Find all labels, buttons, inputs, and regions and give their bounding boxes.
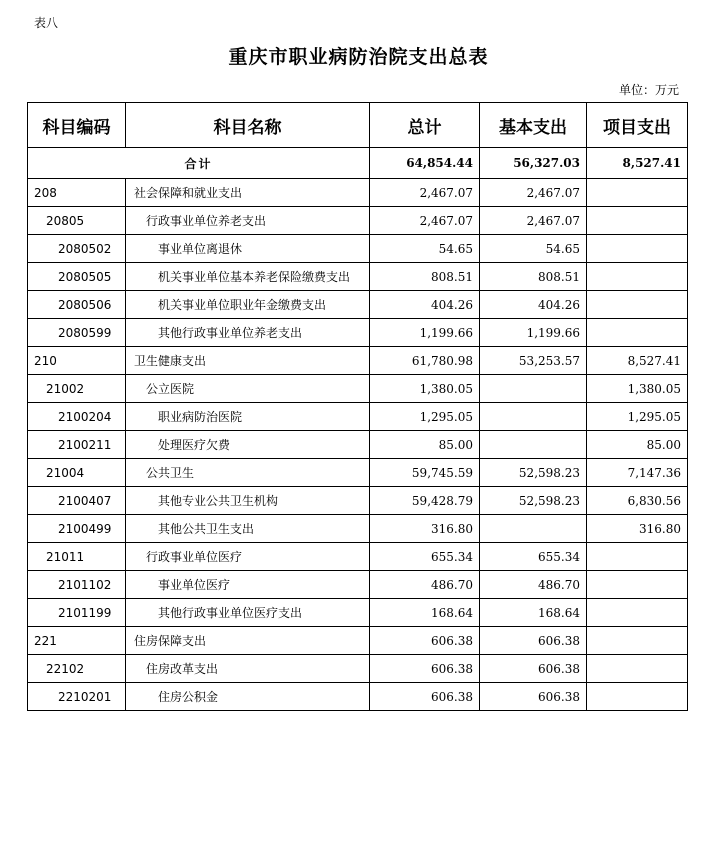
row-total: 2,467.07	[370, 207, 480, 235]
row-code: 210	[28, 347, 126, 375]
row-basic: 52,598.23	[480, 487, 587, 515]
row-name: 住房公积金	[126, 683, 370, 711]
row-name: 事业单位医疗	[126, 571, 370, 599]
table-row	[28, 627, 688, 655]
header-total: 总计	[370, 103, 480, 148]
row-basic: 2,467.07	[480, 207, 587, 235]
table-row	[28, 403, 688, 431]
row-basic	[480, 515, 587, 543]
row-project: 316.80	[587, 515, 688, 543]
row-project	[587, 683, 688, 711]
row-basic: 54.65	[480, 235, 587, 263]
row-code: 2100407	[28, 487, 126, 515]
row-project	[587, 179, 688, 207]
table-row	[28, 599, 688, 627]
row-project	[587, 543, 688, 571]
table-row	[28, 235, 688, 263]
total-label: 合计	[28, 148, 370, 179]
row-name: 机关事业单位基本养老保险缴费支出	[126, 263, 370, 291]
total-basic: 56,327.03	[480, 148, 587, 179]
row-code: 22102	[28, 655, 126, 683]
row-code: 20805	[28, 207, 126, 235]
table-row	[28, 683, 688, 711]
row-code: 2101102	[28, 571, 126, 599]
row-project: 8,527.41	[587, 347, 688, 375]
total-sum: 64,854.44	[370, 148, 480, 179]
table-row	[28, 291, 688, 319]
row-name: 行政事业单位医疗	[126, 543, 370, 571]
row-project	[587, 571, 688, 599]
total-project: 8,527.41	[587, 148, 688, 179]
table-row	[28, 655, 688, 683]
row-basic: 168.64	[480, 599, 587, 627]
header-code: 科目编码	[28, 103, 126, 148]
row-basic: 53,253.57	[480, 347, 587, 375]
row-total: 59,428.79	[370, 487, 480, 515]
row-project: 1,295.05	[587, 403, 688, 431]
row-basic: 606.38	[480, 655, 587, 683]
row-total: 1,199.66	[370, 319, 480, 347]
row-name: 机关事业单位职业年金缴费支出	[126, 291, 370, 319]
row-basic: 606.38	[480, 627, 587, 655]
row-code: 2080599	[28, 319, 126, 347]
row-total: 1,295.05	[370, 403, 480, 431]
row-name: 行政事业单位养老支出	[126, 207, 370, 235]
row-total: 606.38	[370, 683, 480, 711]
row-name: 公共卫生	[126, 459, 370, 487]
row-code: 2100499	[28, 515, 126, 543]
row-total: 404.26	[370, 291, 480, 319]
row-basic	[480, 403, 587, 431]
row-project	[587, 655, 688, 683]
row-basic: 2,467.07	[480, 179, 587, 207]
row-code: 2080505	[28, 263, 126, 291]
row-project	[587, 263, 688, 291]
table-row	[28, 375, 688, 403]
table-row	[28, 207, 688, 235]
row-name: 其他行政事业单位养老支出	[126, 319, 370, 347]
row-project	[587, 599, 688, 627]
row-total: 808.51	[370, 263, 480, 291]
row-project: 7,147.36	[587, 459, 688, 487]
row-total: 85.00	[370, 431, 480, 459]
row-code: 21002	[28, 375, 126, 403]
row-project: 6,830.56	[587, 487, 688, 515]
row-project	[587, 291, 688, 319]
row-code: 2100204	[28, 403, 126, 431]
table-row	[28, 431, 688, 459]
header-name: 科目名称	[126, 103, 370, 148]
table-row	[28, 459, 688, 487]
row-total: 655.34	[370, 543, 480, 571]
row-name: 卫生健康支出	[126, 347, 370, 375]
row-basic: 606.38	[480, 683, 587, 711]
table-header-row	[28, 103, 688, 148]
row-name: 处理医疗欠费	[126, 431, 370, 459]
row-total: 1,380.05	[370, 375, 480, 403]
row-name: 其他专业公共卫生机构	[126, 487, 370, 515]
row-total: 168.64	[370, 599, 480, 627]
row-project: 1,380.05	[587, 375, 688, 403]
row-total: 61,780.98	[370, 347, 480, 375]
row-basic: 52,598.23	[480, 459, 587, 487]
row-total: 486.70	[370, 571, 480, 599]
row-name: 事业单位离退休	[126, 235, 370, 263]
row-project	[587, 235, 688, 263]
row-project: 85.00	[587, 431, 688, 459]
table-row	[28, 179, 688, 207]
table-row	[28, 515, 688, 543]
row-project	[587, 627, 688, 655]
row-code: 21004	[28, 459, 126, 487]
row-name: 其他公共卫生支出	[126, 515, 370, 543]
row-code: 2101199	[28, 599, 126, 627]
row-total: 606.38	[370, 627, 480, 655]
row-total: 316.80	[370, 515, 480, 543]
page-label: 表八	[34, 16, 59, 30]
row-code: 2210201	[28, 683, 126, 711]
row-name: 职业病防治医院	[126, 403, 370, 431]
row-total: 606.38	[370, 655, 480, 683]
table-row	[28, 263, 688, 291]
row-total: 59,745.59	[370, 459, 480, 487]
row-basic	[480, 375, 587, 403]
row-name: 其他行政事业单位医疗支出	[126, 599, 370, 627]
total-row	[28, 148, 688, 179]
table-row	[28, 319, 688, 347]
row-basic: 655.34	[480, 543, 587, 571]
row-project	[587, 319, 688, 347]
row-total: 2,467.07	[370, 179, 480, 207]
row-code: 221	[28, 627, 126, 655]
row-code: 2080506	[28, 291, 126, 319]
row-basic: 808.51	[480, 263, 587, 291]
table-row	[28, 487, 688, 515]
row-code: 2100211	[28, 431, 126, 459]
row-basic: 404.26	[480, 291, 587, 319]
row-name: 社会保障和就业支出	[126, 179, 370, 207]
expenditure-table	[27, 102, 688, 711]
row-total: 54.65	[370, 235, 480, 263]
table-row	[28, 571, 688, 599]
row-code: 208	[28, 179, 126, 207]
header-project: 项目支出	[587, 103, 688, 148]
row-code: 2080502	[28, 235, 126, 263]
row-basic: 486.70	[480, 571, 587, 599]
row-basic: 1,199.66	[480, 319, 587, 347]
row-basic	[480, 431, 587, 459]
unit-label: 单位：万元	[618, 83, 679, 97]
row-name: 住房保障支出	[126, 627, 370, 655]
row-code: 21011	[28, 543, 126, 571]
document-title: 重庆市职业病防治院支出总表	[228, 46, 489, 68]
row-project	[587, 207, 688, 235]
header-basic: 基本支出	[480, 103, 587, 148]
row-name: 公立医院	[126, 375, 370, 403]
table-row	[28, 543, 688, 571]
row-name: 住房改革支出	[126, 655, 370, 683]
table-row	[28, 347, 688, 375]
